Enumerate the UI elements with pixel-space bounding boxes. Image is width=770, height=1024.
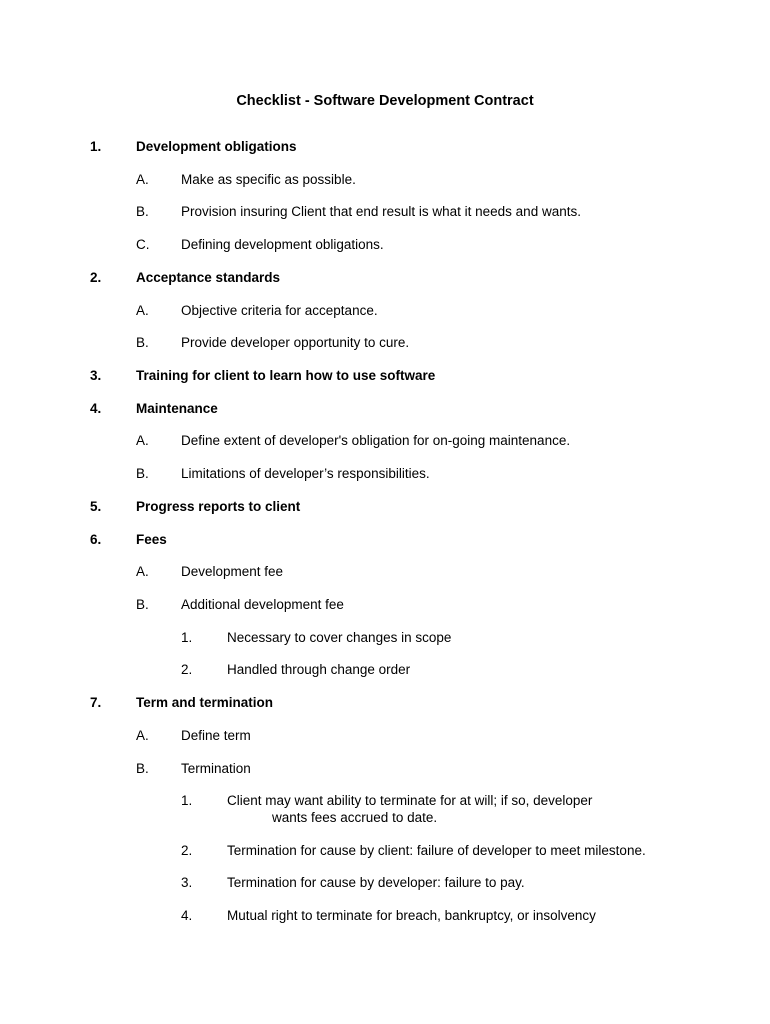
item-letter: B. xyxy=(136,335,149,350)
item-text: Defining development obligations. xyxy=(181,237,384,252)
section-title: Acceptance standards xyxy=(136,270,281,285)
section-title: Term and termination xyxy=(136,695,274,710)
section-number: 1. xyxy=(90,139,102,154)
item-letter: A. xyxy=(136,728,149,743)
section-title: Progress reports to client xyxy=(136,499,301,514)
item-text: Define term xyxy=(181,728,251,743)
item-text: Handled through change order xyxy=(227,662,411,677)
section-number: 4. xyxy=(90,401,102,416)
item-number: 4. xyxy=(181,908,193,923)
item-letter: A. xyxy=(136,433,149,448)
item-text: Limitations of developer’s responsibilities. xyxy=(181,466,430,481)
item-text: Development fee xyxy=(181,564,284,579)
item-letter: C. xyxy=(136,237,150,252)
section-title: Maintenance xyxy=(136,401,218,416)
item-text: Necessary to cover changes in scope xyxy=(227,630,452,645)
item-letter: A. xyxy=(136,172,149,187)
item-letter: B. xyxy=(136,204,149,219)
section-number: 7. xyxy=(90,695,102,710)
item-text: Termination for cause by client: failure of developer to meet milestone. xyxy=(227,843,646,858)
item-number: 1. xyxy=(181,793,193,808)
section-number: 5. xyxy=(90,499,102,514)
section-title: Development obligations xyxy=(136,139,297,154)
item-letter: B. xyxy=(136,466,149,481)
section-number: 2. xyxy=(90,270,102,285)
item-text: Make as specific as possible. xyxy=(181,172,356,187)
item-text: Mutual right to terminate for breach, bankruptcy, or insolvency xyxy=(227,908,596,923)
item-letter: B. xyxy=(136,597,149,612)
item-number: 2. xyxy=(181,843,193,858)
item-text: Client may want ability to terminate for at will; if so, developer xyxy=(227,793,593,808)
item-letter: B. xyxy=(136,761,149,776)
item-text: Termination xyxy=(181,761,251,776)
item-number: 2. xyxy=(181,662,193,677)
item-text: Additional development fee xyxy=(181,597,344,612)
item-text: Provide developer opportunity to cure. xyxy=(181,335,410,350)
item-number: 1. xyxy=(181,630,193,645)
item-text: Define extent of developer's obligation for on-going maintenance. xyxy=(181,433,571,448)
item-text: Objective criteria for acceptance. xyxy=(181,303,378,318)
section-number: 6. xyxy=(90,532,102,547)
section-number: 3. xyxy=(90,368,102,383)
item-number: 3. xyxy=(181,875,193,890)
item-letter: A. xyxy=(136,303,149,318)
section-title: Training for client to learn how to use software xyxy=(136,368,436,383)
item-letter: A. xyxy=(136,564,149,579)
item-text-block xyxy=(227,792,592,826)
document-title: Checklist - Software Development Contract xyxy=(236,93,534,109)
item-text-continuation: wants fees accrued to date. xyxy=(272,810,438,825)
section-title: Fees xyxy=(136,532,167,547)
item-text: Termination for cause by developer: failure to pay. xyxy=(227,875,525,890)
item-text: Provision insuring Client that end result is what it needs and wants. xyxy=(181,204,581,219)
